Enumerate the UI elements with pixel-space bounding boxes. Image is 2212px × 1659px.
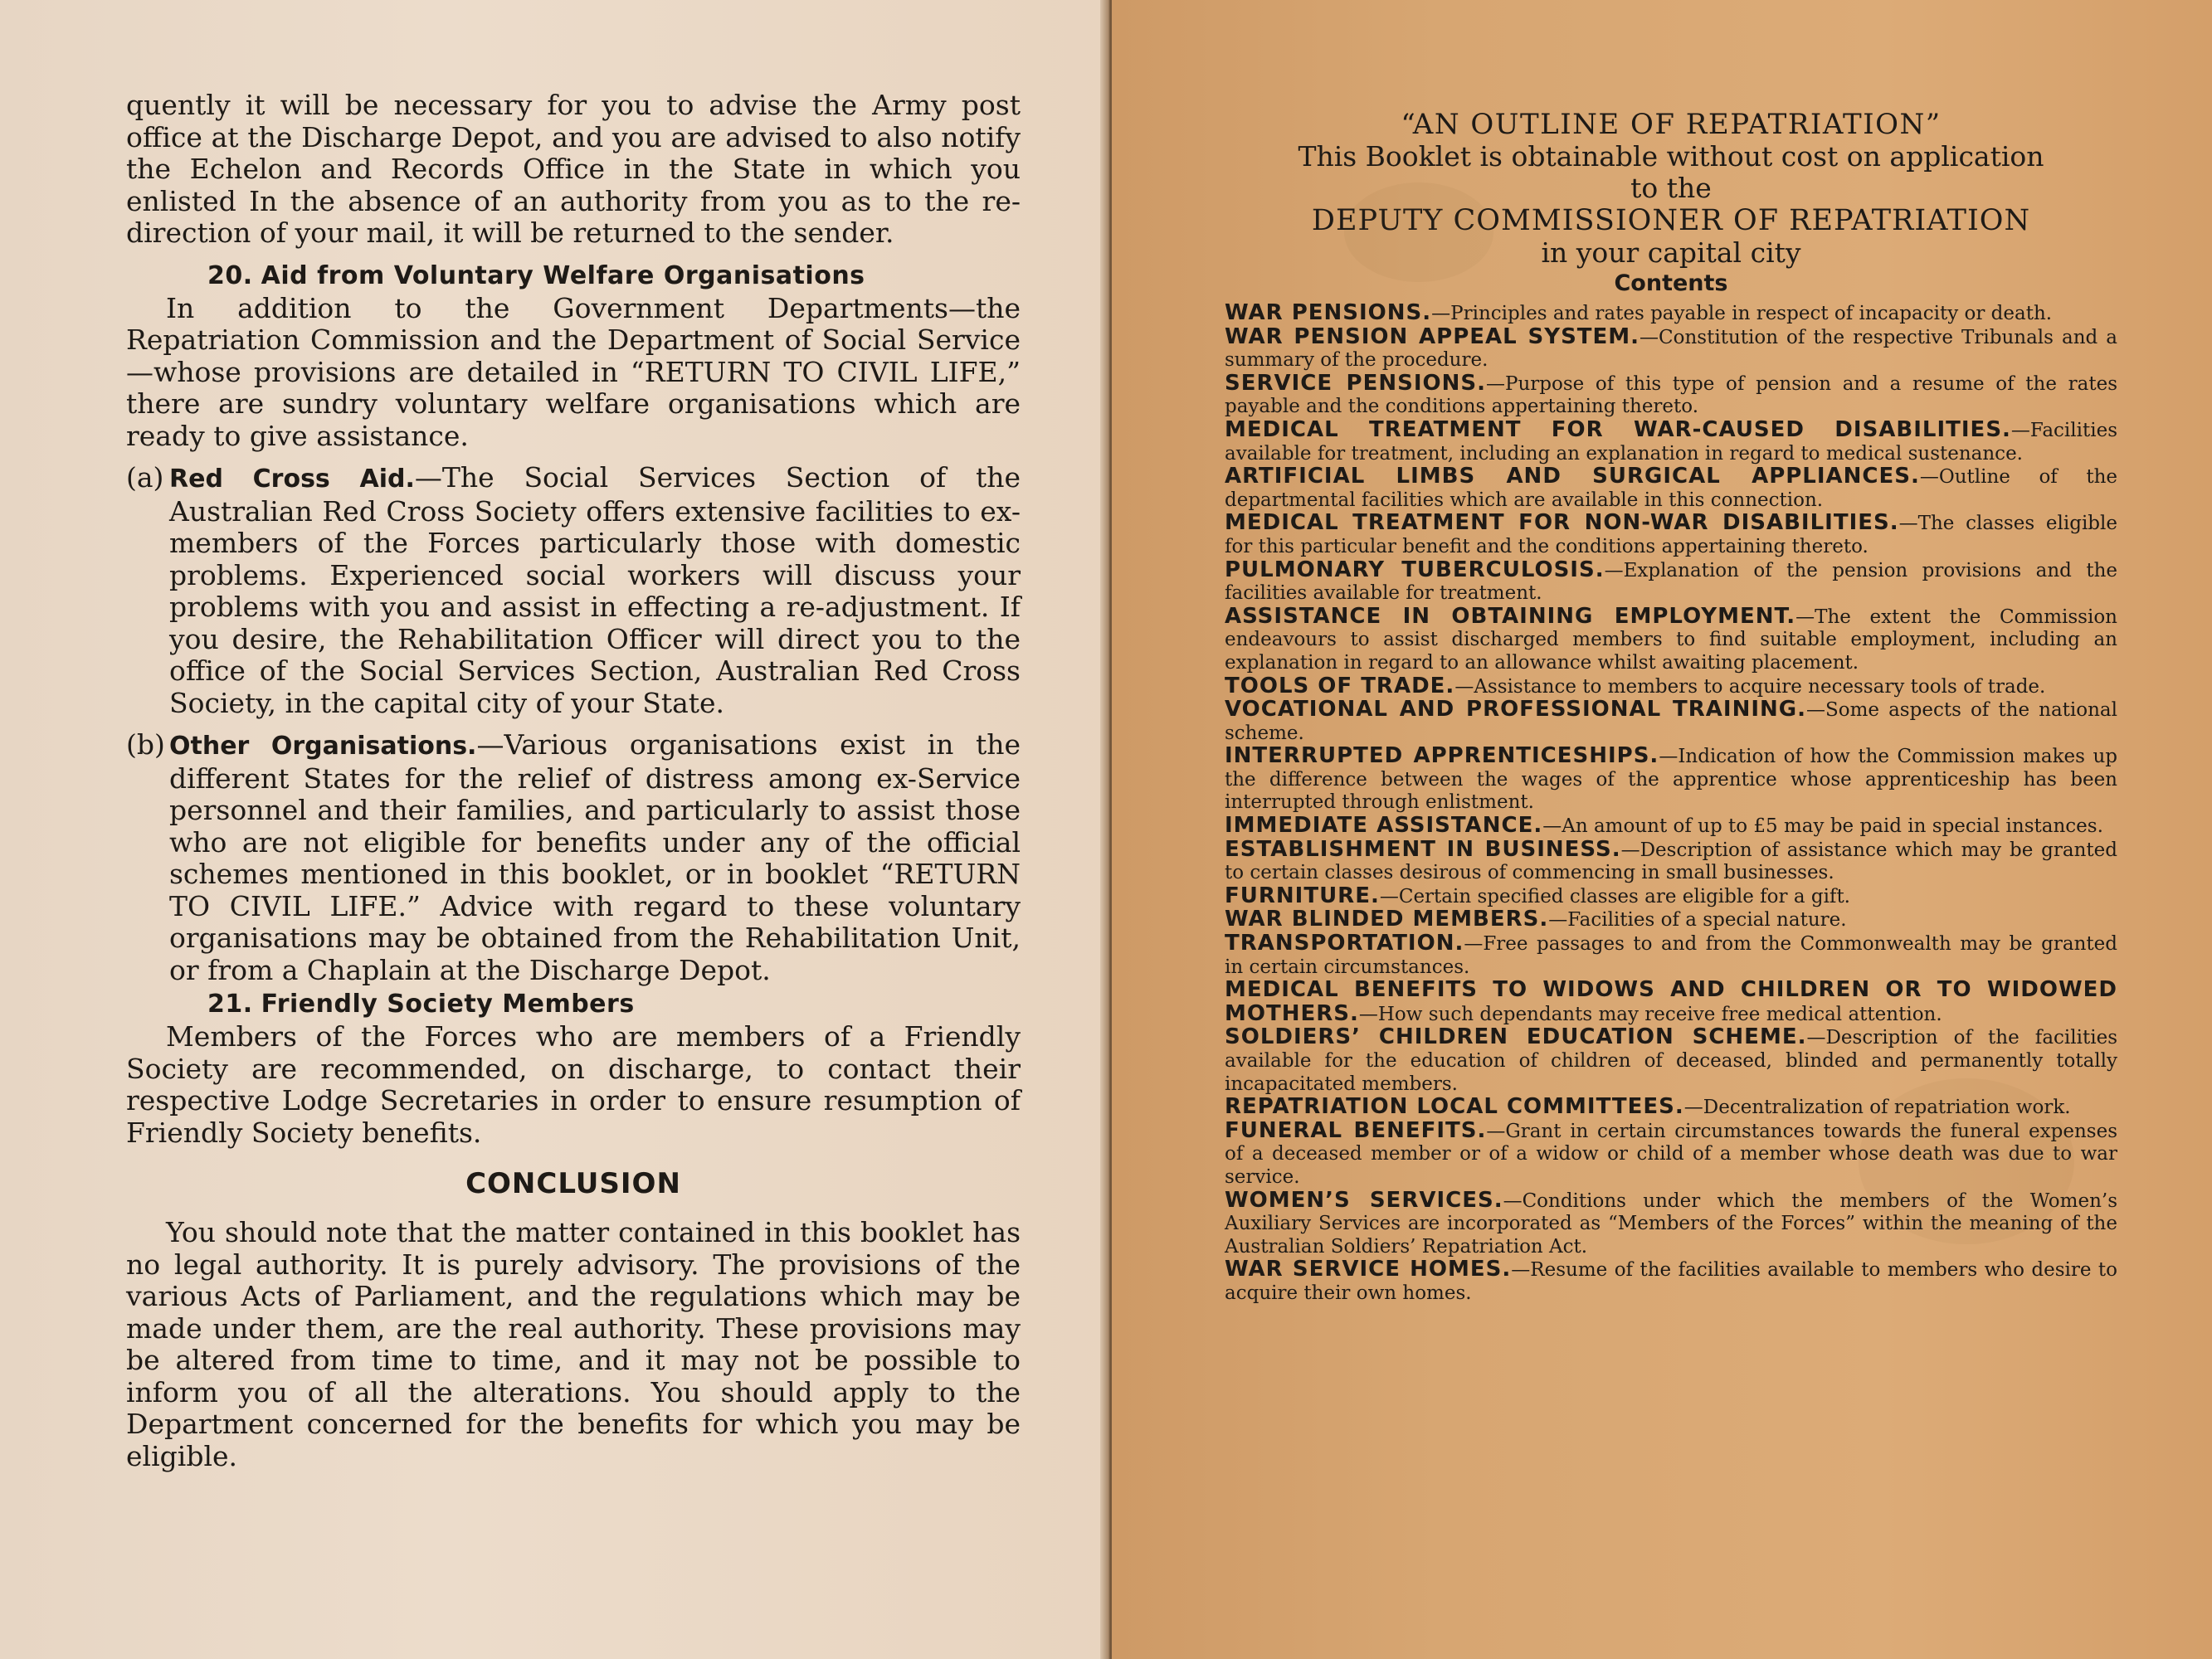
- entry-text: —Principles and rates payable in respect of incapacity or death.: [1431, 303, 2053, 324]
- sub-item-marker: (b): [126, 728, 165, 761]
- contents-entry: [1225, 745, 2117, 815]
- section-20-number: 20.: [207, 260, 253, 290]
- contents-list: [1225, 302, 2117, 1306]
- contents-entry: [1225, 603, 2117, 675]
- entry-text: —Facilities available for treatment, including an explanation in regard to medical sustenance.: [1225, 419, 2117, 465]
- entry-heading: TRANSPORTATION.: [1225, 931, 1464, 956]
- sub-item-lead: Other Organisations.: [169, 732, 477, 761]
- sub-item-text: —The Social Services Section of the Australian Red Cross Society offers extensive facilities to ex-members of the Forces particularly those with domestic problems. Experienced social workers will discuss your problems with you and assist in effecting a re-adjustment. If you desire, the Rehabilitation Officer will direct you to the office of the Social Services Section, Australian Red Cross Society, in the capital city of your State.: [169, 461, 1021, 719]
- department-name: DEPUTY COMMISSIONER OF REPATRIATION: [1311, 204, 2031, 237]
- entry-text: —Description of the facilities available for the education of children of deceased, blinded and permanently totally incapacitated members.: [1225, 1027, 2117, 1095]
- contents-entry: [1225, 1258, 2117, 1305]
- entry-heading: ARTIFICIAL LIMBS AND SURGICAL APPLIANCES.: [1225, 464, 1920, 489]
- entry-text: —Description of assistance which may be granted to certain classes desirous of commencing in small businesses.: [1225, 839, 2117, 884]
- contents-entry: [1225, 908, 2117, 932]
- entry-heading: WAR PENSIONS.: [1225, 300, 1432, 325]
- contents-entry: [1225, 559, 2117, 606]
- contents-entry: [1225, 1117, 2117, 1190]
- entry-text: —Facilities of a special nature.: [1548, 909, 1847, 932]
- entry-heading: SERVICE PENSIONS.: [1225, 370, 1486, 396]
- contents-entry: [1225, 465, 2117, 512]
- contents-entry: [1225, 979, 2117, 1026]
- entry-text: —Purpose of this type of pension and a resume of the rates payable and the conditions appertaining thereto.: [1225, 372, 2117, 418]
- contents-entry: [1225, 1187, 2117, 1259]
- entry-heading: MEDICAL BENEFITS TO WIDOWS AND CHILDREN OR TO WIDOWED MOTHERS.: [1225, 977, 2117, 1026]
- entry-heading: REPATRIATION LOCAL COMMITTEES.: [1225, 1094, 1684, 1120]
- sub-item-content: [169, 729, 1021, 986]
- contents-entry: [1225, 698, 2117, 745]
- contents-entry: [1225, 512, 2117, 558]
- entry-heading: WOMEN’S SERVICES.: [1225, 1187, 1503, 1213]
- entry-text: —Conditions under which the members of the Women’s Auxiliary Services are incorporated as “Members of the Forces” within the meaning of the Australian Soldiers’ Repatriation Act.: [1225, 1190, 2117, 1258]
- sub-item-lead: Red Cross Aid.: [169, 465, 415, 494]
- sub-item-a: [126, 462, 1021, 719]
- contents-entry: [1225, 416, 2117, 465]
- to-the-line: to the: [1630, 172, 1712, 204]
- entry-heading: MEDICAL TREATMENT FOR WAR-CAUSED DISABILITIES.: [1225, 416, 2011, 442]
- section-20-title: Aid from Voluntary Welfare Organisations: [261, 260, 865, 290]
- entry-text: —Explanation of the pension provisions and the facilities available for treatment.: [1225, 559, 2117, 605]
- contents-entry: [1225, 302, 2117, 326]
- entry-text: —Free passages to and from the Commonwealth may be granted in certain circumstances.: [1225, 933, 2117, 978]
- entry-heading: WAR SERVICE HOMES.: [1225, 1257, 1512, 1282]
- section-20-intro: In addition to the Government Departments—the Repatriation Commission and the Department of Social Service—whose provisions are detailed in “RETURN TO CIVIL LIFE,” there are sundry voluntary welfare organisations which are ready to give assistance.: [126, 291, 1021, 452]
- section-21-number: 21.: [207, 990, 253, 1019]
- contents-entry: [1225, 326, 2117, 372]
- entry-text: —How such dependants may receive free medical attention.: [1358, 1003, 1942, 1025]
- availability-line: This Booklet is obtainable without cost on application: [1298, 140, 2044, 173]
- entry-heading: FURNITURE.: [1225, 883, 1380, 908]
- sub-item-text: —Various organisations exist in the different States for the relief of distress among ex-Service personnel and their families, and particularly to assist those who are not eligible for benefits under any of the official schemes mentioned in this booklet, or in booklet “RETURN TO CIVIL LIFE.” Advice with regard to these voluntary organisations may be obtained from the Rehabilitation Unit, or from a Chaplain at the Discharge Depot.: [169, 728, 1021, 986]
- entry-heading: PULMONARY TUBERCULOSIS.: [1225, 557, 1605, 582]
- entry-heading: VOCATIONAL AND PROFESSIONAL TRAINING.: [1225, 697, 1806, 722]
- entry-text: —Decentralization of repatriation work.: [1683, 1097, 2071, 1119]
- entry-text: —The classes eligible for this particular benefit and the conditions appertaining thereto.: [1225, 513, 2117, 557]
- entry-heading: ASSISTANCE IN OBTAINING EMPLOYMENT.: [1225, 603, 1796, 629]
- contents-entry: [1225, 836, 2117, 885]
- entry-text: —An amount of up to £5 may be paid in special instances.: [1542, 815, 2103, 838]
- entry-heading: SOLDIERS’ CHILDREN EDUCATION SCHEME.: [1225, 1024, 1807, 1050]
- conclusion-text: You should note that the matter contained in this booklet has no legal authority. It is purely advisory. The provisions of the various Acts of Parliament, and the regulations which may be made under them, are the real authority. These provisions may be altered from time to time, and it may not be possible to inform you of all the alterations. You should apply to the Department concerned for the benefits for which you may be eligible.: [126, 1216, 1021, 1472]
- contents-entry: [1225, 1026, 2117, 1096]
- entry-text: —Certain specified classes are eligible for a gift.: [1379, 885, 1850, 907]
- entry-text: —Grant in certain circumstances towards the funeral expenses of a deceased member or of a widow or child of a member whose death was due to war service.: [1225, 1120, 2117, 1188]
- contents-entry: [1225, 885, 2117, 909]
- entry-heading: IMMEDIATE ASSISTANCE.: [1225, 813, 1543, 839]
- entry-text: —Resume of the facilities available to members who desire to acquire their own homes.: [1225, 1259, 2117, 1304]
- section-21-title: Friendly Society Members: [261, 990, 635, 1019]
- entry-heading: FUNERAL BENEFITS.: [1225, 1117, 1487, 1143]
- entry-heading: MEDICAL TREATMENT FOR NON-WAR DISABILITIES.: [1225, 510, 1899, 536]
- booklet-title: “AN OUTLINE OF REPATRIATION”: [1401, 108, 1942, 141]
- entry-heading: WAR PENSION APPEAL SYSTEM.: [1225, 324, 1640, 349]
- right-page: [1112, 0, 2212, 1659]
- entry-heading: ESTABLISHMENT IN BUSINESS.: [1225, 836, 1621, 862]
- entry-heading: INTERRUPTED APPRENTICESHIPS.: [1225, 743, 1659, 769]
- sub-item-content: [169, 462, 1021, 719]
- entry-text: —Assistance to members to acquire necessary tools of trade.: [1454, 675, 2046, 698]
- contents-entry: [1225, 932, 2117, 979]
- entry-heading: TOOLS OF TRADE.: [1225, 673, 1455, 698]
- entry-text: —Constitution of the respective Tribunals and a summary of the procedure.: [1225, 326, 2117, 372]
- entry-text: —The extent the Commission endeavours to assist discharged members to find suitable employment, including an explanation in regard to an allowance whilst awaiting placement.: [1225, 606, 2117, 674]
- contents-entry: [1225, 1096, 2117, 1120]
- sub-item-marker: (a): [126, 461, 164, 494]
- opening-paragraph: quently it will be necessary for you to advise the Army post office at the Discharge Depot, and you are advised to also notify the Echelon and Records Office in the State in which you enlisted In the absence of an authority from you as to the re-direction of your mail, it will be returned to the sender.: [126, 89, 1021, 249]
- entry-heading: WAR BLINDED MEMBERS.: [1225, 907, 1549, 932]
- capital-city-line: in your capital city: [1541, 236, 1801, 269]
- contents-entry: [1225, 815, 2117, 839]
- entry-text: —Indication of how the Commission makes up the difference between the wages of the apprentice whose apprenticeship has been interrupted through enlistment.: [1225, 746, 2117, 814]
- section-20-heading: [207, 261, 1021, 291]
- sub-item-b: [126, 729, 1021, 986]
- conclusion-heading: CONCLUSION: [465, 1167, 681, 1200]
- contents-heading: Contents: [1614, 270, 1728, 296]
- section-21-heading: [207, 990, 1021, 1019]
- entry-text: —Outline of the departmental facilities which are available in this connection.: [1225, 466, 2117, 511]
- entry-text: —Some aspects of the national scheme.: [1225, 699, 2117, 744]
- contents-entry: [1225, 372, 2117, 419]
- section-21-text: Members of the Forces who are members of a Friendly Society are recommended, on discharge, to contact their respective Lodge Secretaries in order to ensure resumption of Friendly Society benefits.: [126, 1020, 1021, 1149]
- contents-entry: [1225, 675, 2117, 699]
